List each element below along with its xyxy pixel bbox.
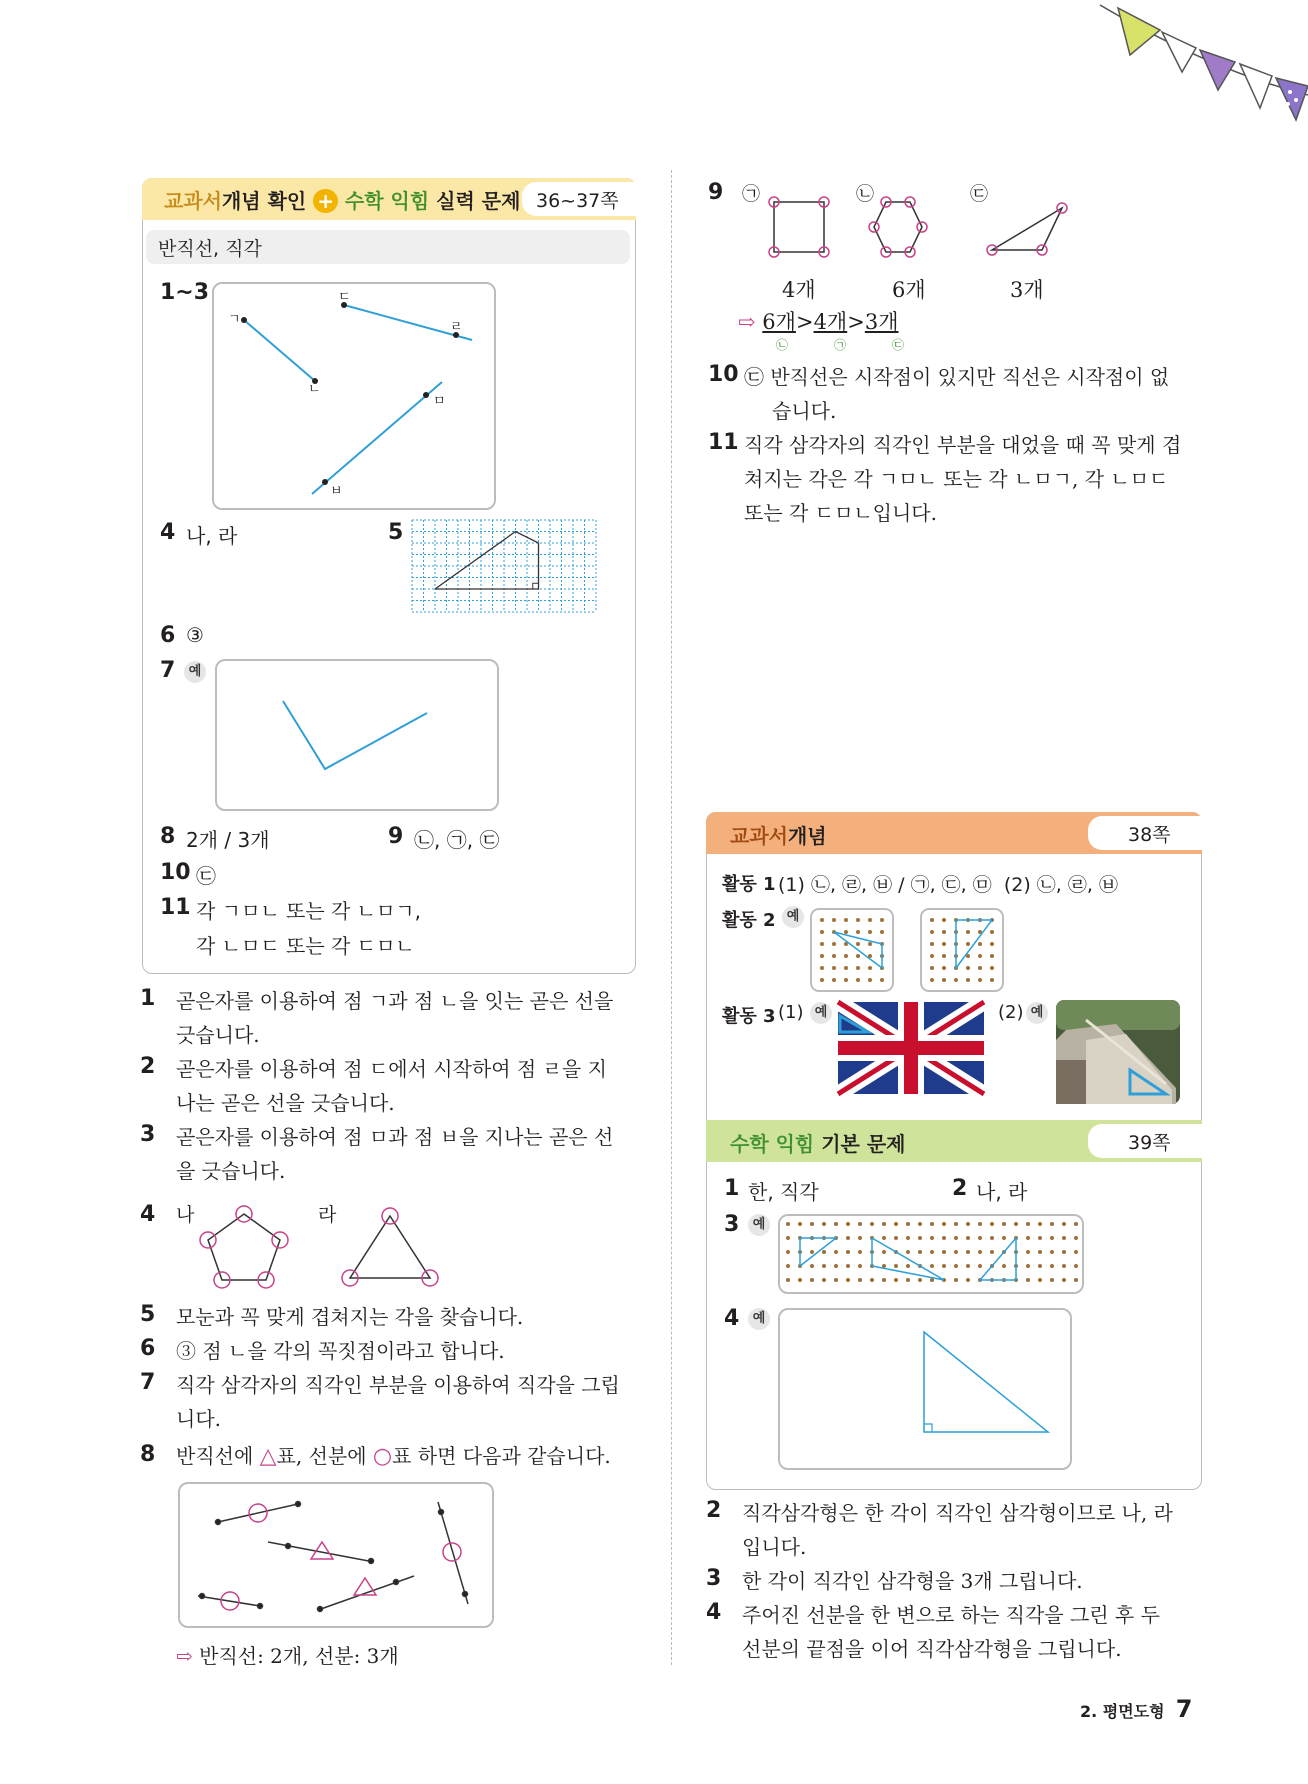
count-square: 4개 [782, 278, 816, 302]
rp-q4-number: 4 [724, 1306, 740, 1331]
expl-number: 2 [706, 1498, 722, 1523]
expl-line: 선분의 끝점을 이어 직각삼각형을 그립니다. [742, 1637, 1122, 1661]
order-gt-2: > [847, 310, 865, 334]
act3-example-badge-2: 예 [1026, 1002, 1048, 1024]
q8-rays-segments-figure [178, 1482, 494, 1628]
expl-line: 직각삼각형은 한 각이 직각인 삼각형이므로 나, 라 [742, 1501, 1173, 1525]
triangle-mark-icon: △ [259, 1444, 277, 1469]
order-gt-1: > [795, 310, 814, 334]
header-pages: 36~37쪽 [536, 190, 619, 212]
expl-line: 직각 삼각자의 직각인 부분을 이용하여 직각을 그립 [176, 1373, 620, 1397]
expl-line: 나는 곧은 선을 긋습니다. [176, 1091, 395, 1115]
r-q9-label-a: ㉠ [742, 184, 760, 205]
expl4-label-na: 나 [176, 1204, 195, 1226]
header-concept: 개념 확인 [221, 189, 307, 213]
expl-number: 3 [706, 1566, 722, 1591]
rp-q4-example-badge: 예 [748, 1308, 770, 1330]
act3-example-badge-1: 예 [810, 1002, 832, 1024]
expl-line: 입니다. [742, 1535, 807, 1559]
r-q9-number: 9 [708, 180, 724, 205]
q7-example-badge: 예 [184, 661, 206, 683]
q11-answer-line1: 각 ㄱㅁㄴ 또는 각 ㄴㅁㄱ, [196, 899, 421, 923]
q9-number: 9 [388, 824, 404, 849]
left-explanation-list-2 [140, 1300, 640, 1436]
expl-number: 7 [140, 1370, 156, 1395]
q10-answer: ㉢ [196, 864, 216, 888]
page-footer [1080, 1695, 1192, 1723]
explanation-item [140, 1300, 640, 1334]
order-sub-b: ㉠ [834, 338, 847, 352]
q5-grid-figure [412, 520, 596, 612]
expl-number: 2 [140, 1054, 156, 1079]
expl-line: 쳐지는 각은 각 ㄱㅁㄴ 또는 각 ㄴㅁㄱ, 각 ㄴㅁㄷ [744, 467, 1169, 491]
column-divider [671, 170, 672, 1665]
act2-label: 활동 2 [722, 910, 776, 931]
basic-header-pages: 39쪽 [1128, 1132, 1171, 1154]
expl-number: 6 [140, 1336, 156, 1361]
result-arrow-icon: ⇨ [176, 1644, 193, 1668]
count-hexagon: 6개 [892, 278, 926, 302]
expl-number: 5 [140, 1302, 156, 1327]
q6-number: 6 [160, 623, 176, 648]
explanation-item [708, 360, 1208, 428]
triangle-figure [338, 1202, 448, 1292]
expl4-label-ra: 라 [318, 1204, 337, 1226]
act3-label: 활동 3 [722, 1006, 776, 1027]
q9-shapes-figure [760, 190, 1080, 270]
q11-answer-line2: 각 ㄴㅁㄷ 또는 각 ㄷㅁㄴ [196, 934, 415, 958]
q8-result-text: 반직선: 2개, 선분: 3개 [199, 1644, 399, 1668]
act2-example-badge: 예 [782, 906, 804, 928]
expl-line: 주어진 선분을 한 변으로 하는 직각을 그린 후 두 [742, 1603, 1160, 1627]
explanation-item [140, 984, 640, 1052]
expl8-number: 8 [140, 1442, 156, 1467]
order-c: 3개 [864, 310, 899, 334]
expl-number: 3 [140, 1122, 156, 1147]
expl-number: 1 [140, 986, 156, 1011]
q11-number: 11 [160, 895, 191, 920]
point-label-b: ㅂ [330, 484, 343, 499]
expl-line: 니다. [176, 1407, 221, 1431]
plus-icon: + [313, 189, 338, 213]
act1-answer: (1) ㉡, ㉣, ㉥ / ㉠, ㉢, ㉤ (2) ㉡, ㉣, ㉥ [778, 874, 1118, 896]
q9-order [738, 306, 898, 336]
act3-sub2: (2) [998, 1002, 1024, 1023]
basic-header-basic: 기본 문제 [821, 1132, 906, 1156]
concept-header-concept: 개념 [787, 824, 827, 848]
expl8-text-2: 표, 선분에 [276, 1444, 367, 1468]
q3-dot-triangles [778, 1214, 1084, 1294]
count-triangle: 3개 [1010, 278, 1044, 302]
expl-number: 11 [708, 430, 739, 455]
left-explanation-list [140, 984, 640, 1188]
r-q9-label-c: ㉢ [970, 184, 988, 205]
act2-geoboard-1 [810, 908, 894, 992]
q10-number: 10 [160, 860, 191, 885]
chapter-title: 2. 평면도형 [1080, 1702, 1165, 1721]
expl-line: ③ 점 ㄴ을 각의 꼭짓점이라고 합니다. [176, 1339, 505, 1363]
header-practice: 수학 익힘 [344, 189, 430, 213]
point-label-d: ㄷ [338, 290, 351, 305]
act2-geoboard-2 [920, 908, 1004, 992]
left-panel-header [142, 178, 636, 220]
expl-line: ㉢ 반직선은 시작점이 있지만 직선은 시작점이 없 [744, 365, 1170, 389]
q4-answer: 나, 라 [186, 524, 238, 548]
topic-label: 반직선, 직각 [158, 238, 262, 260]
practice-basic-header [706, 1120, 1202, 1162]
pentagon-figure [196, 1202, 296, 1292]
header-textbook: 교과서 [164, 189, 222, 213]
expl-line: 곧은자를 이용하여 점 ㄱ과 점 ㄴ을 잇는 곧은 선을 [176, 989, 614, 1013]
rp-q2-number: 2 [952, 1176, 968, 1201]
bunting-decoration [1100, 0, 1308, 130]
q4-number: 4 [160, 520, 176, 545]
page-number: 7 [1175, 1695, 1193, 1723]
expl-line: 긋습니다. [176, 1023, 260, 1047]
expl-number: 10 [708, 362, 739, 387]
expl4-number: 4 [140, 1202, 156, 1227]
explanation-item [708, 428, 1208, 530]
expl-line: 습니다. [772, 399, 837, 423]
expl8-text-1: 반직선에 [176, 1444, 254, 1468]
expl-line: 한 각이 직각인 삼각형을 3개 그립니다. [742, 1569, 1083, 1593]
expl-line: 곧은자를 이용하여 점 ㅁ과 점 ㅂ을 지나는 곧은 선 [176, 1125, 614, 1149]
concept-header-textbook: 교과서 [730, 824, 788, 848]
q4-right-triangle-figure [778, 1308, 1072, 1470]
textbook-concept-header [706, 812, 1202, 854]
expl-number: 4 [706, 1600, 722, 1625]
q8-number: 8 [160, 824, 176, 849]
act3-sub1: (1) [778, 1002, 804, 1023]
concept-header-pages: 38쪽 [1128, 824, 1171, 846]
circle-mark-icon: ○ [372, 1444, 393, 1469]
expl-line: 곧은자를 이용하여 점 ㄷ에서 시작하여 점 ㄹ을 지 [176, 1057, 607, 1081]
right-top-explanations [708, 360, 1208, 530]
order-arrow-icon: ⇨ [738, 310, 756, 334]
explanation-item [140, 1120, 640, 1188]
q6-answer: ③ [186, 623, 204, 647]
q9-answer: ㉡, ㉠, ㉢ [414, 828, 500, 852]
order-sub-a: ㉡ [776, 338, 789, 352]
point-label-r: ㄹ [450, 320, 463, 335]
explanation-item [140, 1334, 640, 1368]
header-skill: 실력 문제 [436, 189, 521, 213]
explanation-item [140, 1368, 640, 1436]
topic-bar [146, 230, 630, 264]
rp-q3-number: 3 [724, 1212, 740, 1237]
rp-q1-number: 1 [724, 1176, 740, 1201]
point-label-g: ㄱ [228, 312, 241, 327]
basic-header-practice: 수학 익힘 [730, 1132, 815, 1156]
expl-line: 모눈과 꼭 맞게 겹쳐지는 각을 찾습니다. [176, 1305, 524, 1329]
q5-number: 5 [388, 520, 404, 545]
q7-right-angle-figure [215, 659, 499, 811]
q1-3-number: 1~3 [160, 280, 210, 305]
order-sub-c: ㉢ [892, 338, 905, 352]
explanation-item [140, 1052, 640, 1120]
expl-line: 을 긋습니다. [176, 1159, 286, 1183]
point-label-n: ㄴ [308, 382, 321, 397]
expl-line: 또는 각 ㄷㅁㄴ입니다. [744, 501, 937, 525]
rp-q2-answer: 나, 라 [976, 1180, 1028, 1204]
rp-q1-answer: 한, 직각 [748, 1180, 819, 1204]
q8-answer: 2개 / 3개 [186, 828, 270, 852]
expl8-text-3: 표 하면 다음과 같습니다. [392, 1444, 611, 1468]
point-label-m: ㅁ [433, 394, 446, 409]
union-jack-flag-image [838, 1002, 984, 1094]
q7-number: 7 [160, 658, 176, 683]
act1-label: 활동 1 [722, 874, 776, 895]
rp-q3-example-badge: 예 [748, 1214, 770, 1236]
right-bottom-explanations [706, 1496, 1206, 1666]
explanation-item [706, 1564, 1206, 1598]
order-a: 6개 [762, 310, 796, 334]
stone-stairs-photo [1056, 1000, 1180, 1104]
order-b: 4개 [813, 310, 848, 334]
explanation-item [706, 1496, 1206, 1564]
r-q9-label-b: ㉡ [856, 184, 874, 205]
expl-line: 직각 삼각자의 직각인 부분을 대었을 때 꼭 맞게 겹 [744, 433, 1182, 457]
explanation-item [706, 1598, 1206, 1666]
